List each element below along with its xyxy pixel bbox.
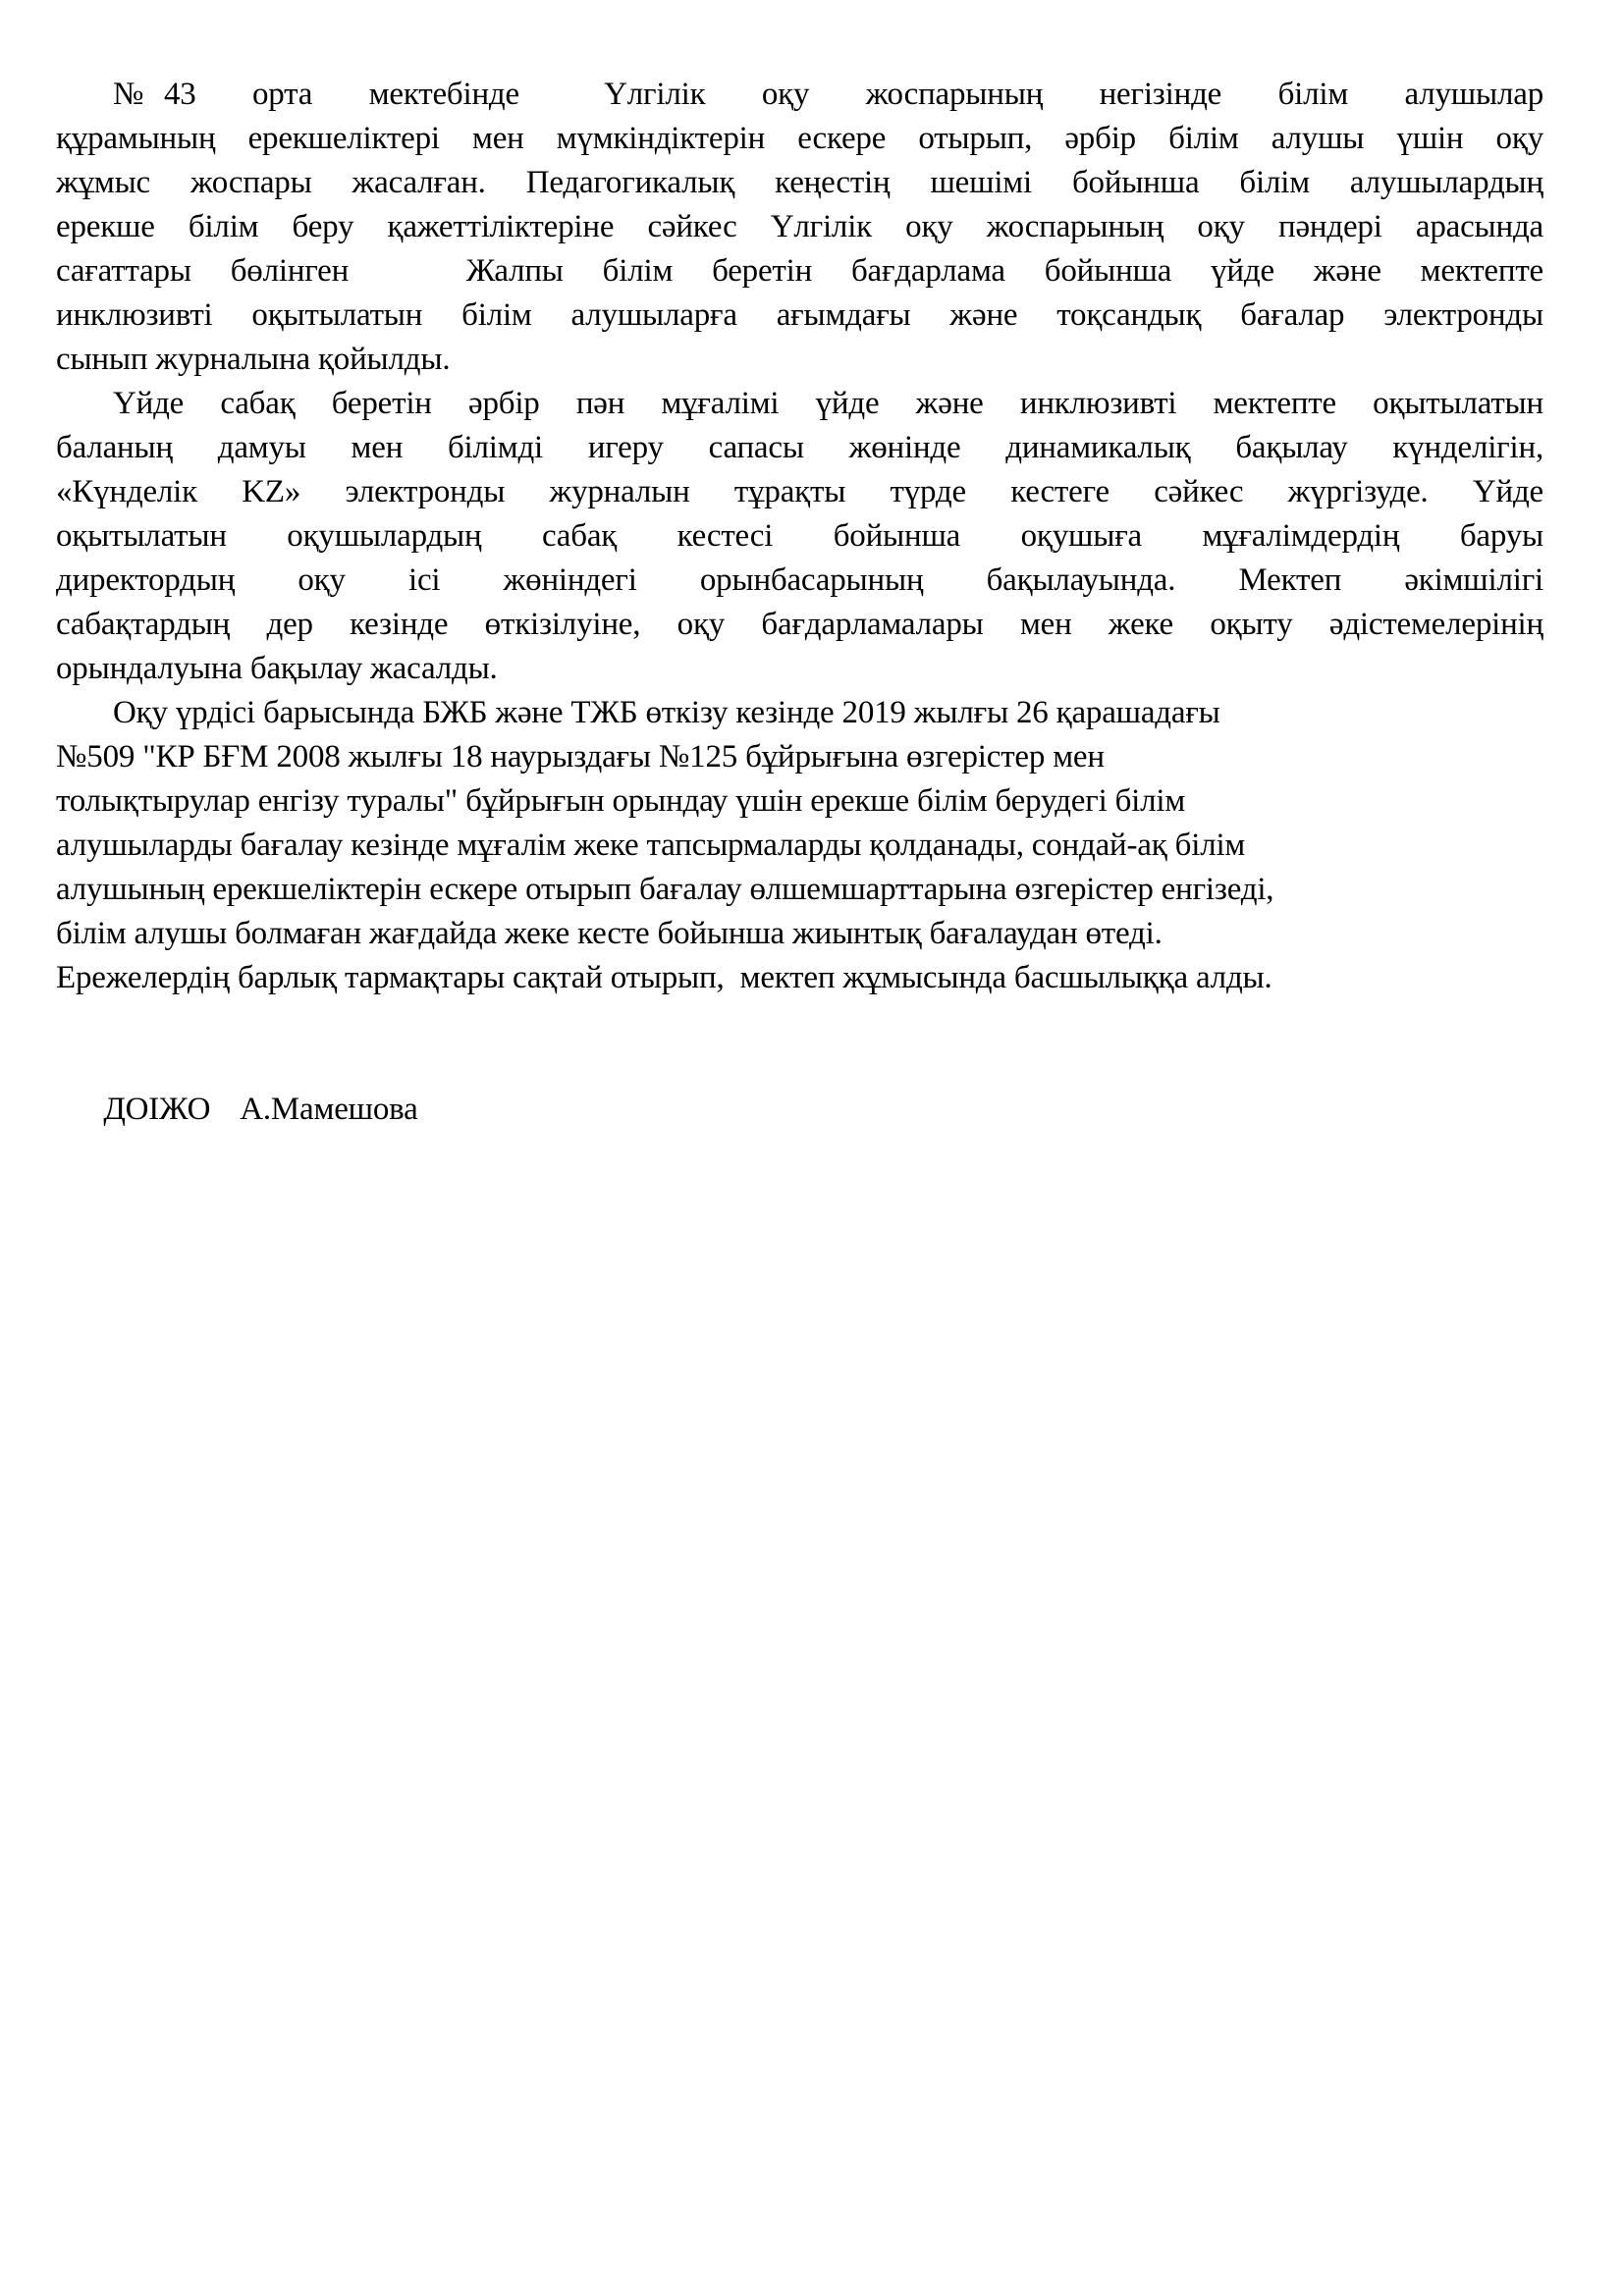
text-line: оқытылатын оқушылардың сабақ кестесі бойынша оқушыға мұғалімдердің баруы xyxy=(56,518,1543,554)
text-line: сағаттары бөлінген Жалпы білім беретін бағдарлама бойынша үйде және мектепте xyxy=(56,253,1543,289)
text-line: Оқу үрдісі барысында БЖБ және ТЖБ өткізу кезінде 2019 жылғы 26 қарашадағы xyxy=(113,695,1220,730)
text-line: Ережелердің барлық тармақтары сақтай отырып, мектеп жұмысында басшылыққа алды. xyxy=(56,960,1272,995)
text-line: алушының ерекшеліктерін ескере отырып бағалау өлшемшарттарына өзгерістер енгізеді, xyxy=(56,872,1274,907)
text-line: білім алушы болмаған жағдайда жеке кесте бойынша жиынтық бағалаудан өтеді. xyxy=(56,916,1163,951)
text-line: сынып журналына қойылды. xyxy=(56,342,451,377)
text-line: құрамының ерекшеліктері мен мүмкіндіктерін ескере отырып, әрбір білім алушы үшін оқу xyxy=(56,121,1543,156)
text-line: директордың оқу ісі жөніндегі орынбасарының бақылауында. Мектеп әкімшілігі xyxy=(56,562,1543,598)
document-body xyxy=(56,73,1543,1176)
text-line: жұмыс жоспары жасалған. Педагогикалық кеңестің шешімі бойынша білім алушылардың xyxy=(56,165,1543,200)
text-line: инклюзивті оқытылатын білім алушыларға ағымдағы және тоқсандық бағалар электронды xyxy=(56,297,1543,333)
text-line: №509 "КР БҒМ 2008 жылғы 18 наурыздағы №125 бұйрығына өзгерістер мен xyxy=(56,739,1105,774)
text-line: алушыларды бағалау кезінде мұғалім жеке тапсырмаларды қолданады, сондай-ақ білім xyxy=(56,828,1246,863)
text-line: «Күнделік KZ» электронды журналын тұрақты түрде кестеге сәйкес жүргізуде. Үйде xyxy=(56,474,1543,509)
signature-name: А.Мамешова xyxy=(240,1092,418,1127)
text-line: баланың дамуы мен білімді игеру сапасы жөнінде динамикалық бақылау күнделігін, xyxy=(56,430,1543,465)
paragraph-1 xyxy=(56,73,1543,382)
text-line: орындалуына бақылау жасалды. xyxy=(56,651,498,686)
paragraph-2 xyxy=(56,382,1543,691)
text-line: №43 орта мектебінде Үлгілік оқу жоспарының негізінде білім алушылар xyxy=(113,77,1543,112)
text-line: Үйде сабақ беретін әрбір пән мұғалімі үйде және инклюзивті мектепте оқытылатын xyxy=(113,386,1543,421)
signature-line xyxy=(56,1043,1543,1176)
text-line: ерекше білім беру қажеттіліктеріне сәйкес Үлгілік оқу жоспарының оқу пәндері арасында xyxy=(56,209,1543,244)
signature-position: ДОІЖО xyxy=(103,1092,211,1127)
paragraph-3 xyxy=(56,691,1543,1000)
text-line: сабақтардың дер кезінде өткізілуіне, оқу бағдарламалары мен жеке оқыту әдістемелерінің xyxy=(56,607,1543,642)
text-line: толықтырулар енгізу туралы" бұйрығын орындау үшін ерекше білім берудегі білім xyxy=(56,783,1186,819)
